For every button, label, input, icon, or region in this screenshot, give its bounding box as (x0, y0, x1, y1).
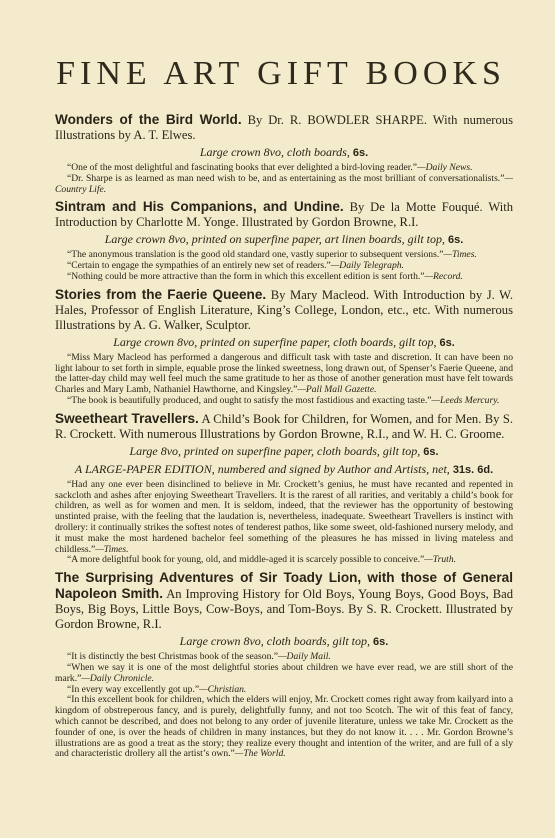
review-source: —Truth. (424, 554, 457, 566)
book-heading (55, 199, 513, 230)
book-byline: By Mary Macleod. With Introduction by J. W. Hales, Professor of English Literature, King’s College, London, etc., etc. With numerous Illustrations by A. G. Walker, Sculptor. (55, 287, 513, 332)
page-title: FINE ART GIFT BOOKS (56, 55, 506, 92)
imprint-text: Large crown 8vo, printed on superfine paper, cloth boards, gilt top, (113, 334, 437, 349)
book-entry (55, 287, 513, 407)
review-source: —Daily Mail. (278, 651, 331, 663)
review-text: “In this excellent book for children, which the elders will enjoy, Mr. Crockett comes right away from kailyard into a kingdom of obstreperous fancy, and is purely, delightfully funny, and not too Scotch. The wit of this feat of fancy, which cannot be described, and does not belong to any order of juvenile literature, unless we take Mr. Crockett as the founder of one, is over the heads of children in many instances, but they do not know it. . . . Mr. Gordon Browne’s illustrations are as good a treat as the story; they realize every thought and intention of the writer, and are full of a sly and characteristic drollery all the artist’s own.” (55, 694, 513, 760)
review-source: —Times. (443, 249, 477, 261)
review-source: —Daily News. (417, 162, 473, 173)
book-byline: A Child’s Book for Children, for Women, and for Men. By S. R. Crockett. With numerous Illustrations by Gordon Browne, R.I., and W. H. C. Groome. (55, 411, 513, 441)
imprint-text: Large crown 8vo, printed on superfine paper, art linen boards, gilt top, (104, 232, 446, 247)
imprint-text: Large crown 8vo, cloth boards, gilt top, (179, 634, 371, 649)
review-source: —Times. (95, 543, 129, 555)
book-heading (55, 287, 513, 333)
review-quote (55, 396, 513, 407)
book-price: 6s. (439, 336, 455, 349)
large-paper-edition (55, 462, 513, 477)
review-source: —Christian. (199, 683, 247, 695)
review-text: “A more delightful book for young, old, and middle-aged it is scarcely possible to conceive.” (67, 554, 425, 566)
book-price: 6s. (373, 636, 389, 649)
review-text: “In every way excellently got up.” (67, 683, 200, 695)
review-quote (55, 272, 513, 283)
review-quote (55, 353, 513, 396)
book-byline: An Improving History for Old Boys, Young Boys, Good Boys, Bad Boys, Big Boys, Little Boys, Cow-Boys, and Tom-Boys. By S. R. Crockett. Illustrated by Gordon Browne, R.I. (55, 587, 513, 632)
book-imprint (55, 444, 513, 460)
book-title: Sintram and His Companions, and Undine. (55, 199, 344, 215)
book-entry (55, 411, 513, 566)
book-heading (55, 570, 513, 632)
book-title: Wonders of the Bird World. (55, 112, 242, 127)
book-title: Stories from the Faerie Queene. (55, 286, 267, 302)
review-source: —Daily Telegraph. (330, 260, 404, 272)
large-paper-text: A LARGE-PAPER EDITION, numbered and signed by Author and Artists, net, (74, 461, 450, 476)
book-title: The Surprising Adventures of Sir Toady Lion, with those of General Napoleon Smith. (55, 570, 513, 602)
book-byline: By Dr. R. BOWDLER SHARPE. With numerous Illustrations by A. T. Elwes. (55, 113, 513, 142)
review-text: “Had any one ever been disinclined to believe in Mr. Crockett’s genius, he must have recanted and repented in sackcloth and ashes after enjoying Sweetheart Travellers. It is the rarest of all rarities, and veritably a child’s book for children, as well as for women and men. It is seldom, indeed, that the reviewer has the opportunity of bestowing unstinted praise, with the feeling that the laudation is, nevertheless, inadequate. Sweetheart Travellers is instinct with drollery: it continually strikes the softest notes of tenderest pathos, like some sweet, old-fashioned nursery melody, and it must make the most hardened bachelor feel something of the pleasures he has missed in living mateless and childless.” (55, 478, 513, 555)
review-source: —Country Life. (55, 172, 513, 195)
imprint-text: Large crown 8vo, cloth boards, (199, 145, 350, 159)
book-imprint (55, 634, 513, 650)
book-entry (55, 112, 513, 195)
book-imprint (55, 232, 513, 248)
book-entry (55, 199, 513, 282)
review-text: “When we say it is one of the most delightful stories about children we have ever read, we are still short of the mark.” (55, 661, 513, 684)
book-heading (55, 411, 513, 442)
review-text: “It is distinctly the best Christmas book of the season.” (67, 651, 279, 663)
book-title: Sweetheart Travellers. (55, 410, 199, 426)
review-source: —Pall Mall Gazette. (297, 384, 377, 396)
review-source: —The World. (234, 748, 286, 760)
review-text: “Dr. Sharpe is as learned as man need wish to be, and as entertaining as the most brilliant of conversationalists.” (67, 172, 505, 184)
review-quote (55, 555, 513, 566)
book-imprint (55, 335, 513, 351)
review-quote (55, 174, 513, 196)
review-text: “The book is beautifully produced, and ought to satisfy the most fastidious and exacting taste.” (67, 394, 432, 406)
review-source: —Record. (424, 270, 463, 282)
book-price: 6s. (448, 234, 464, 247)
review-text: “The anonymous translation is the good old standard one, vastly superior to subsequent versions.” (67, 249, 444, 261)
book-imprint (55, 145, 513, 161)
book-heading (55, 112, 513, 143)
review-text: “Nothing could be more attractive than the form in which this excellent edition is sent forth.” (67, 270, 425, 282)
review-source: —Leeds Mercury. (431, 394, 500, 406)
review-text: “One of the most delightful and fascinating books that ever delighted a bird-loving reader.” (67, 162, 418, 173)
review-quote (55, 695, 513, 760)
review-text: “Miss Mary Macleod has performed a dangerous and difficult task with taste and discretion. It can have been no light labour to set forth in simple, equable prose the linked sweetness, long drawn out, of Spenser’s Faerie Queene, and the latter-day child may well feel much the same gratitude to her as those of another generation must have felt towards Charles and Mary Lamb, Nathaniel Hawthorne, and Kingsley.” (55, 351, 513, 396)
review-source: —Daily Chronicle. (81, 672, 155, 684)
imprint-text: Large 8vo, printed on superfine paper, cloth boards, gilt top, (129, 443, 421, 458)
book-byline: By De la Motte Fouqué. With Introduction by Charlotte M. Yonge. Illustrated by Gordon Browne, R.I. (55, 200, 513, 230)
review-quote (55, 480, 513, 556)
review-quote (55, 663, 513, 685)
book-price: 6s. (352, 147, 369, 159)
book-entry (55, 570, 513, 760)
large-paper-price: 31s. 6d. (452, 463, 494, 476)
review-text: “Certain to engage the sympathies of an entirely new set of readers.” (67, 260, 331, 272)
book-price: 6s. (423, 445, 439, 458)
book-list (55, 112, 513, 760)
